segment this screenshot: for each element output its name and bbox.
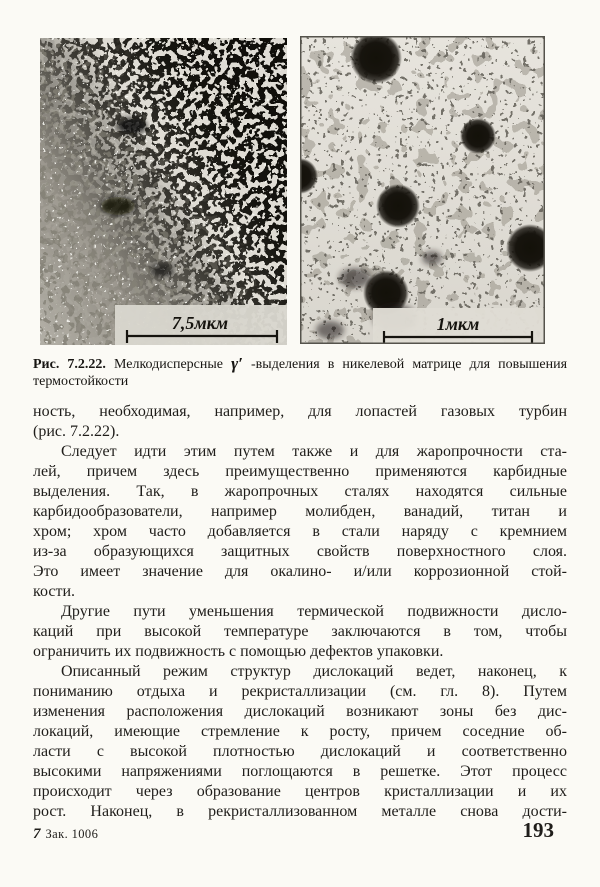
text-line: выделения. Так, в жаропрочных сталях находятся сильные [33,483,567,500]
caption-line1 [33,353,567,372]
figure-caption [33,353,567,391]
text-line: происходит через образование центров кристаллизации и их [33,783,567,800]
text-line: Это имеет значение для окалино- и/или коррозионной стой- [33,563,567,580]
printers-signature-mark [33,825,98,843]
text-line: каций при высокой температуре заключаются в том, чтобы [33,623,567,640]
caption-line2: термостойкости [33,374,129,389]
scale-label-right: 1мкм [436,314,480,334]
signature-number: 7 [33,826,41,842]
text-line: ность, необходимая, например, для лопастей газовых турбин [33,403,567,420]
scale-bar-left [115,305,287,345]
gamma-prime-symbol: γ′ [231,354,243,373]
text-line: из-за образующихся защитных свойств поверхностного слоя. [33,543,567,560]
text-line: локаций, имеющие стремление к росту, причем соседние об- [33,723,567,740]
caption-figure-number: Рис. 7.2.22. [33,357,106,372]
text-line: Описанный режим структур дислокаций ведет, наконец, к [61,663,567,680]
caption-text-before-gamma: Мелкодисперсные [113,357,223,372]
edition-note: Зак. 1006 [45,827,99,841]
micrograph-left [40,38,287,345]
text-line: кости. [33,583,76,600]
text-line: лей, причем здесь преимущественно применяются карбидные [33,463,567,480]
scale-label-left: 7,5мкм [171,313,229,333]
page-number: 193 [522,818,554,842]
page-footer [33,818,567,843]
micrograph-right [300,36,545,344]
body-text [33,402,567,822]
text-line: (рис. 7.2.22). [33,423,120,440]
scale-bar-right [373,308,545,344]
text-line: изменения расположения дислокаций возникают зоны без дис- [33,703,567,720]
text-line: ласти с высокой плотностью дислокаций и соответственно [33,743,567,760]
text-line: пониманию отдыха и рекристаллизации (см. гл. 8). Путем [33,683,567,700]
text-line: Следует идти этим путем также и для жаропрочности ста- [61,443,567,460]
text-line: рост. Наконец, в рекристаллизованном металле снова дости- [33,803,567,820]
nickel-matrix-texture [40,38,287,345]
light-matrix-texture [300,36,545,344]
caption-text-after-gamma: -выделения в никелевой матрице для повышения [251,357,568,372]
text-line: карбидообразователи, например молибден, ванадий, титан и [33,503,567,520]
text-line: ограничить их подвижность с помощью дефектов упаковки. [33,643,444,660]
text-line: хром; хром часто добавляется в стали наряду с кремнием [33,523,567,540]
text-line: высокими напряжениями поглощаются в решетке. Этот процесс [33,763,567,780]
text-line: Другие пути уменьшения термической подвижности дисло- [61,603,567,620]
